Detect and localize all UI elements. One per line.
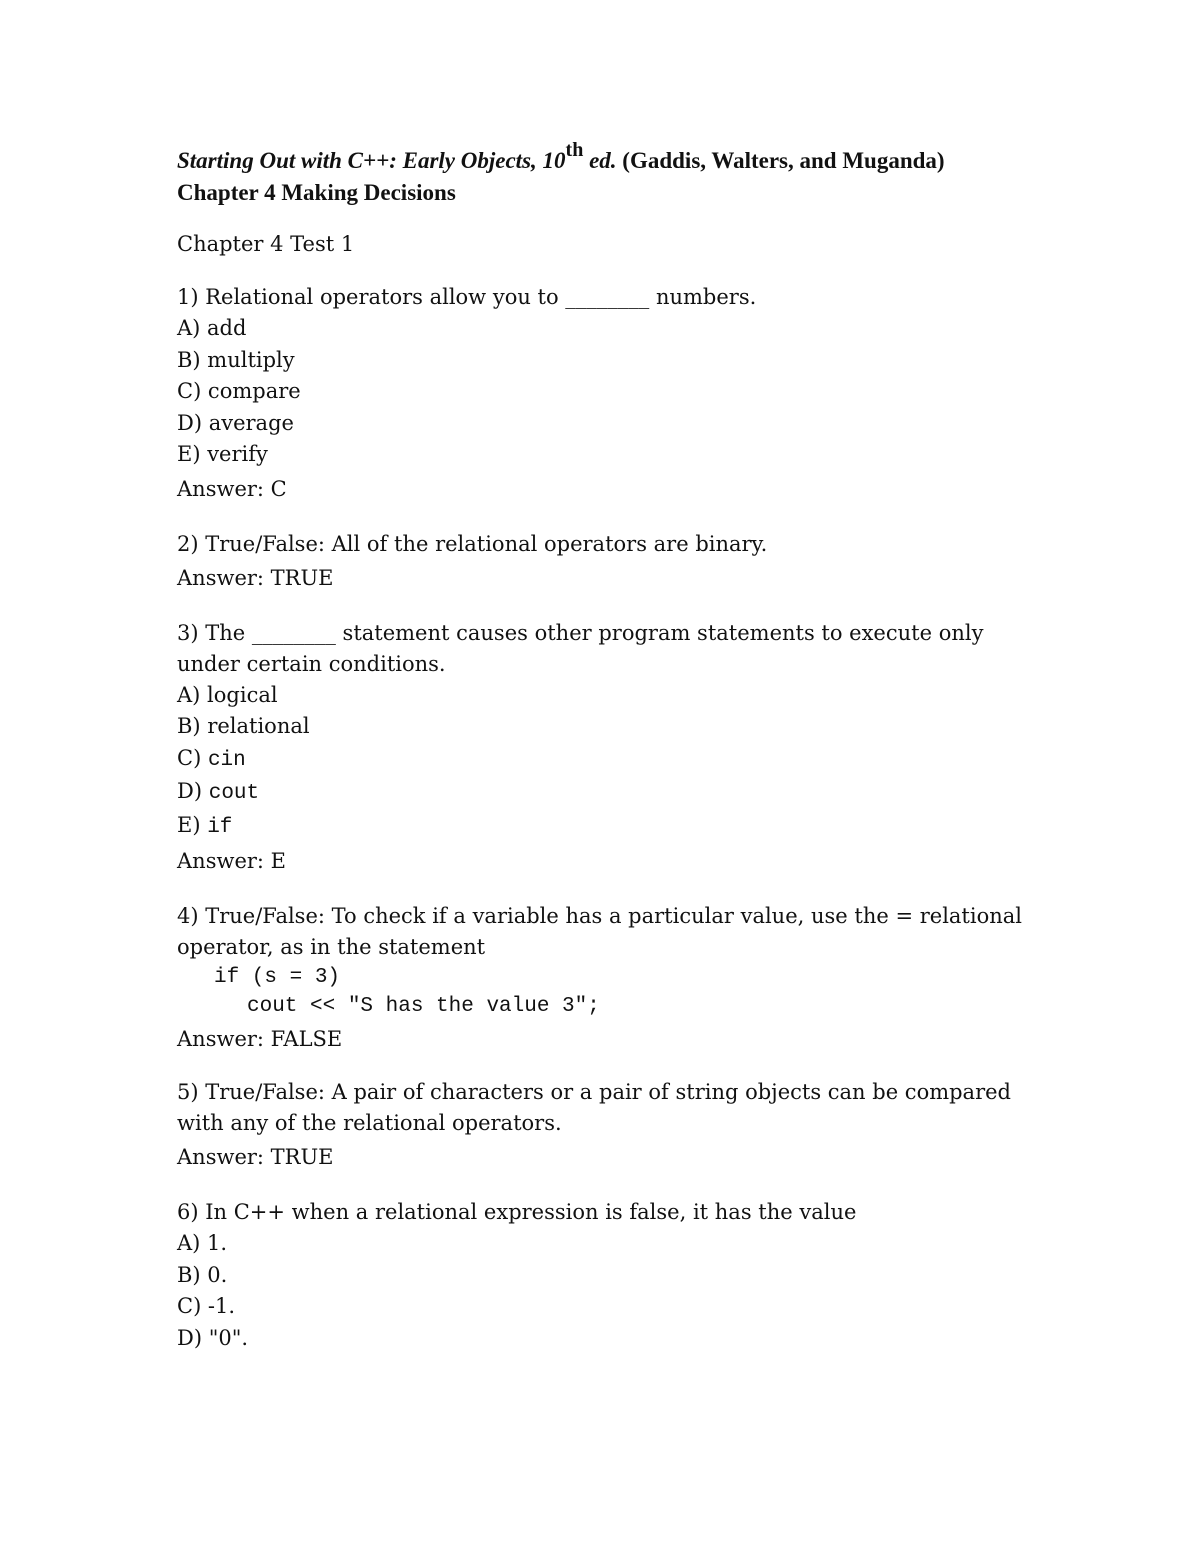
answer-option (177, 776, 1037, 810)
question-1 (177, 282, 1037, 505)
answer-key: Answer: TRUE (177, 565, 334, 590)
question-2 (177, 529, 1037, 594)
option-code-value: cin (207, 748, 246, 772)
answer-option (177, 810, 1037, 844)
answer-option: D) average (177, 410, 294, 435)
code-line: if (s = 3) (214, 966, 341, 989)
answer-option: B) 0. (177, 1262, 228, 1287)
option-code-value: if (207, 815, 233, 839)
answer-option: B) multiply (177, 347, 295, 372)
option-code-value: cout (208, 782, 260, 805)
edition-superscript: th (565, 139, 584, 162)
question-text-continued: operator, as in the statement (177, 935, 486, 959)
question-text: 4) True/False: To check if a variable has a particular value, use the = relational (177, 904, 1022, 928)
answer-option: E) verify (177, 442, 268, 466)
option-letter: A) (177, 682, 208, 707)
question-4 (177, 901, 1037, 1055)
answer-option: C) compare (177, 379, 301, 403)
answer-option (177, 680, 1037, 712)
question-6 (177, 1197, 1037, 1354)
answer-key: Answer: C (177, 476, 287, 501)
option-value: logical (207, 682, 278, 707)
option-letter: C) (177, 745, 208, 770)
question-text: 3) The ________ statement causes other program statements to execute only (177, 620, 984, 645)
question-3 (177, 618, 1037, 878)
option-value: relational (207, 714, 310, 738)
answer-option (177, 743, 1037, 777)
question-5 (177, 1077, 1037, 1173)
answer-option (177, 711, 1037, 743)
question-text-continued: with any of the relational operators. (177, 1111, 562, 1135)
option-letter: B) (177, 714, 208, 738)
code-line: cout << "S has the value 3"; (247, 995, 600, 1018)
test-heading: Chapter 4 Test 1 (177, 232, 355, 256)
book-title-italic: Starting Out with C++: Early Objects, 10 (177, 148, 566, 173)
answer-option: D) "0". (177, 1325, 249, 1350)
answer-key: Answer: E (177, 849, 286, 873)
option-letter: E) (177, 812, 208, 837)
book-authors: (Gaddis, Walters, and Muganda) (616, 148, 945, 173)
chapter-heading: Chapter 4 Making Decisions (177, 180, 456, 205)
question-text: 5) True/False: A pair of characters or a pair of string objects can be compared (177, 1080, 1011, 1104)
question-text: 6) In C++ when a relational expression is false, it has the value (177, 1200, 857, 1224)
book-title (177, 139, 1037, 175)
answer-key: Answer: FALSE (177, 1027, 343, 1051)
document-content (177, 139, 1037, 1354)
edition-suffix: ed. (583, 148, 617, 173)
answer-option: C) -1. (177, 1294, 236, 1318)
option-letter: D) (177, 779, 209, 803)
answer-key: Answer: TRUE (177, 1145, 334, 1169)
answer-option: A) 1. (177, 1231, 228, 1255)
question-text: 2) True/False: All of the relational operators are binary. (177, 531, 768, 556)
question-text-continued: under certain conditions. (177, 651, 446, 676)
question-text: 1) Relational operators allow you to ________ numbers. (177, 285, 757, 309)
answer-option: A) add (177, 316, 247, 340)
